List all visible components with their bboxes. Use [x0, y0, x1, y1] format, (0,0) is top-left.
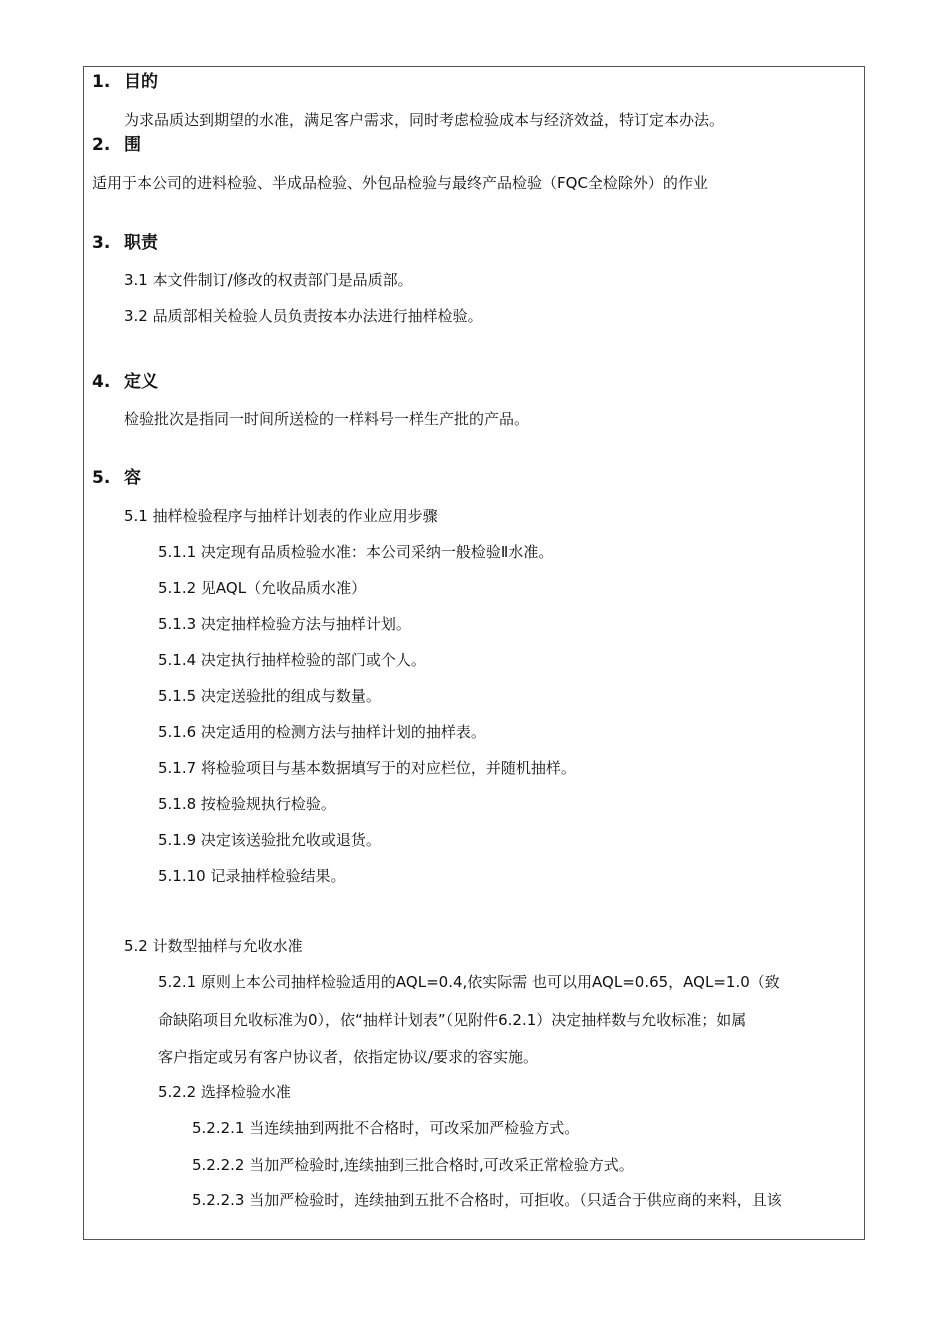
- section-number: 3.: [92, 233, 111, 253]
- list-item: 5.1.4 决定执行抽样检验的部门或个人。: [158, 651, 426, 669]
- list-item: 5.2.2.1 当连续抽到两批不合格时，可改采加严检验方式。: [192, 1119, 580, 1137]
- list-item: 5.1.8 按检验规执行检验。: [158, 795, 336, 813]
- subsection-title: 5.2.2 选择检验水准: [158, 1083, 291, 1101]
- section-number: 2.: [92, 135, 111, 155]
- list-item: 3.1 本文件制订/修改的权责部门是品质部。: [124, 271, 413, 289]
- paragraph: 为求品质达到期望的水准，满足客户需求，同时考虑检验成本与经济效益，特订定本办法。: [124, 111, 725, 129]
- section-number: 5.: [92, 468, 111, 488]
- list-item: 5.1.7 将检验项目与基本数据填写于的对应栏位，并随机抽样。: [158, 759, 576, 777]
- subsection-title: 5.2 计数型抽样与允收水准: [124, 937, 303, 955]
- paragraph: 适用于本公司的进料检验、半成品检验、外包品检验与最终产品检验（FQC全检除外）的作业: [92, 174, 708, 192]
- section-title: 目的: [124, 72, 158, 92]
- section-heading: [92, 72, 158, 92]
- section-heading: [92, 468, 141, 488]
- paragraph-line: 客户指定或另有客户协议者，依指定协议/要求的容实施。: [158, 1048, 539, 1066]
- list-item: 5.2.2.2 当加严检验时,连续抽到三批合格时,可改采正常检验方式。: [192, 1156, 634, 1174]
- paragraph-line: 5.2.1 原则上本公司抽样检验适用的AQL=0.4,依实际需 也可以用AQL=0.65，AQL=1.0（致: [158, 973, 780, 991]
- subsection-title: 5.1 抽样检验程序与抽样计划表的作业应用步骤: [124, 507, 438, 525]
- section-title: 容: [124, 468, 141, 488]
- list-item: 3.2 品质部相关检验人员负责按本办法进行抽样检验。: [124, 307, 483, 325]
- list-item: 5.1.1 决定现有品质检验水准：本公司采纳一般检验Ⅱ水准。: [158, 543, 554, 561]
- section-heading: [92, 372, 158, 392]
- section-heading: [92, 233, 158, 253]
- list-item: 5.1.3 决定抽样检验方法与抽样计划。: [158, 615, 411, 633]
- list-item: 5.1.6 决定适用的检测方法与抽样计划的抽样表。: [158, 723, 486, 741]
- section-title: 职责: [124, 233, 158, 253]
- section-heading: [92, 135, 141, 155]
- section-title: 定义: [124, 372, 158, 392]
- section-title: 围: [124, 135, 141, 155]
- section-number: 1.: [92, 72, 111, 92]
- list-item: 5.1.5 决定送验批的组成与数量。: [158, 687, 381, 705]
- paragraph: 检验批次是指同一时间所送检的一样料号一样生产批的产品。: [124, 410, 530, 428]
- section-number: 4.: [92, 372, 111, 392]
- paragraph-line: 命缺陷项目允收标准为0），依“抽样计划表”（见附件6.2.1）决定抽样数与允收标准；如属: [158, 1011, 747, 1029]
- list-item: 5.1.9 决定该送验批允收或退货。: [158, 831, 381, 849]
- list-item: 5.1.2 见AQL（允收品质水准）: [158, 579, 367, 597]
- list-item: 5.2.2.3 当加严检验时，连续抽到五批不合格时，可拒收。（只适合于供应商的来料，且该: [192, 1191, 782, 1209]
- list-item: 5.1.10 记录抽样检验结果。: [158, 867, 346, 885]
